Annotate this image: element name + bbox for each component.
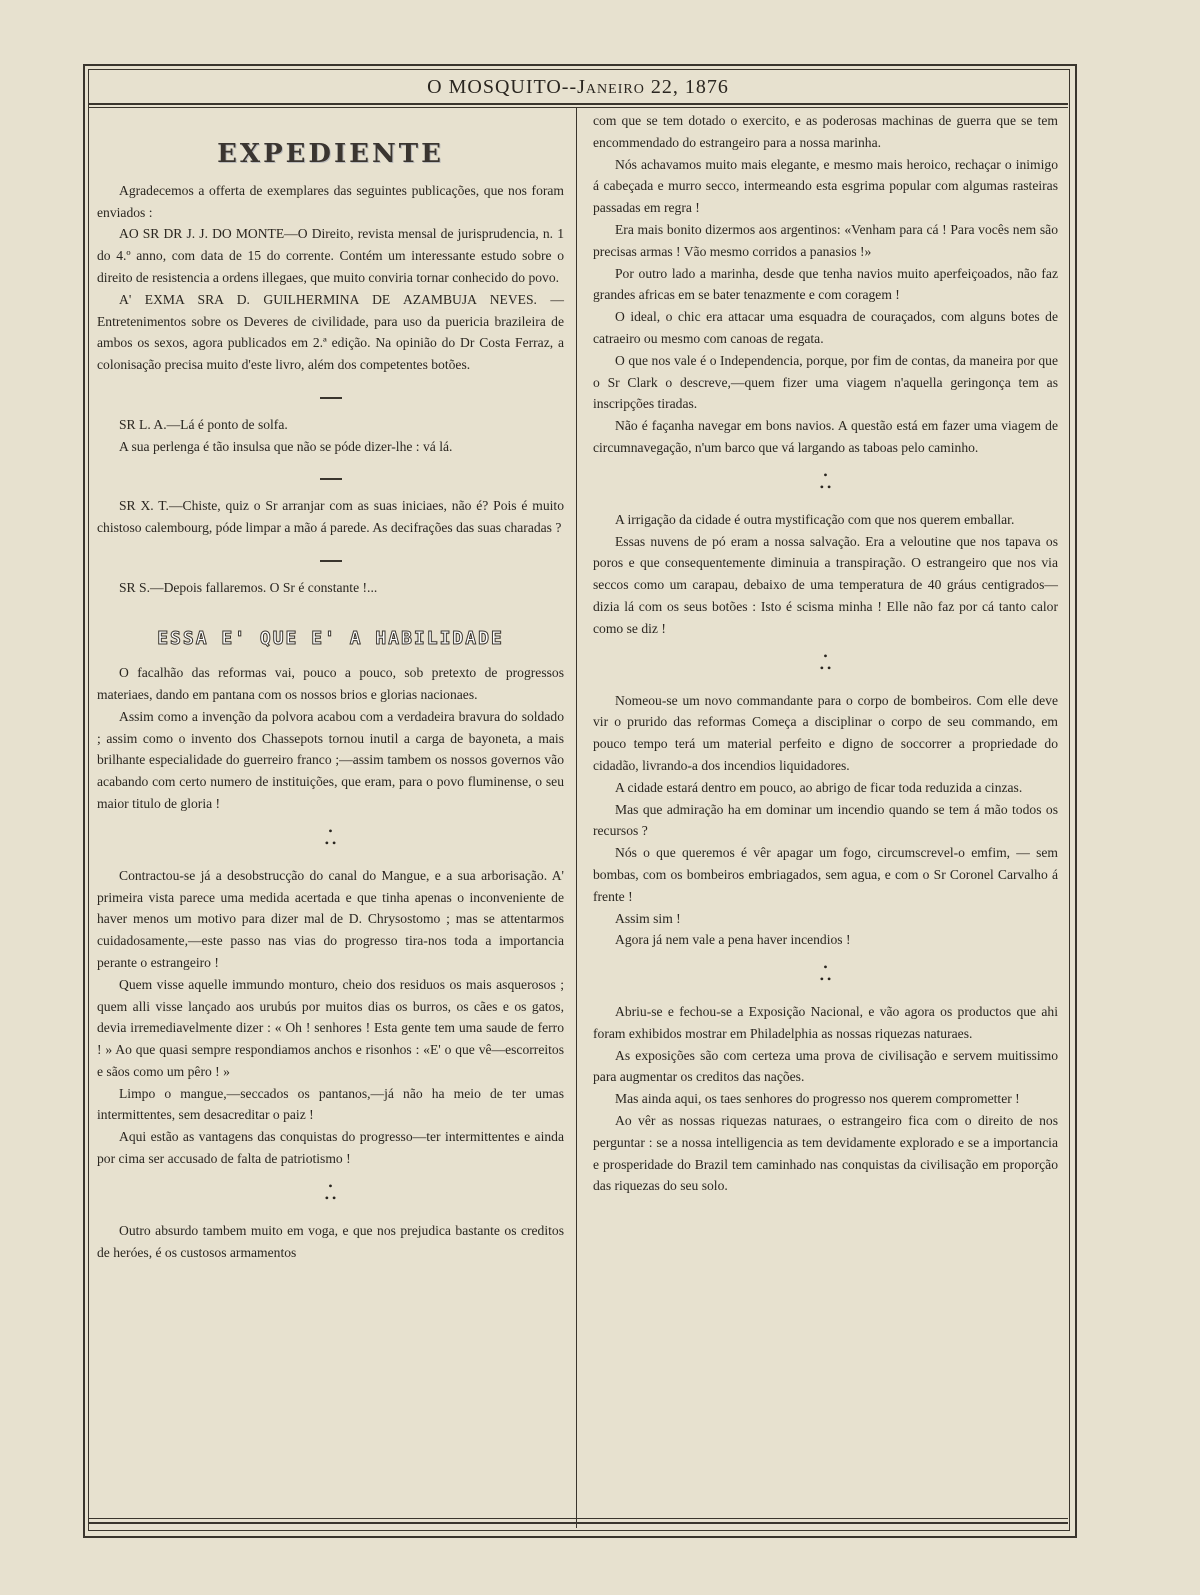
masthead-title: O MOSQUITO--: [427, 76, 578, 98]
paragraph: Ao vêr as nossas riquezas naturaes, o estrangeiro fica com o direito de nos perguntar : se a nossa intelligencia as tem devidamente explorado e se a importancia e prosperidade do Brazil tem caminhado nas conquistas da civilisação em proporção das riquezas do seu solo.: [593, 1113, 1058, 1194]
expediente-heading: EXPEDIENTE: [217, 139, 444, 169]
right-column: [593, 110, 1058, 1197]
separator-dash: [97, 547, 564, 569]
separator-dash: [97, 384, 564, 406]
paragraph: Mas ainda aqui, os taes senhores do progresso nos querem comprometter !: [615, 1091, 1020, 1107]
asterism-separator: • • •: [819, 960, 832, 987]
paragraph: Não é façanha navegar em bons navios. A questão está em fazer uma viagem de circumnavegação, n'um barco que vá largando as taboas pelo caminho.: [593, 418, 1058, 455]
header-rule: [88, 103, 1068, 105]
asterism-separator: • • •: [819, 648, 832, 675]
paragraph: O facalhão das reformas vai, pouco a pouco, sob pretexto de progressos materiaes, dando em pantana com os nossos brios e glorias nacionaes.: [97, 665, 564, 702]
paragraph: A irrigação da cidade é outra mystificação com que nos querem emballar.: [615, 511, 1015, 527]
paragraph: Contractou-se já a desobstrucção do canal do Mangue, e a sua arborisação. A' primeira vista parece uma medida acertada e que tinha apenas o inconveniente de haver menos um motivo para dizer mal de D. Chrysostomo ; mas se attentarmos cuidadosamente,—este passo nas vias do progresso tira-nos toda a importancia perante o estrangeiro !: [97, 867, 564, 970]
separator-dash: [97, 465, 564, 487]
footer-rule: [88, 1518, 1068, 1519]
masthead-month: Janeiro: [577, 76, 645, 98]
paragraph: Limpo o mangue,—seccados os pantanos,—já não ha meio de ter umas intermittentes, sem desacreditar o paiz !: [97, 1085, 564, 1123]
asterism-separator: • • •: [819, 467, 832, 494]
footer-rule-thick: [88, 1522, 1068, 1524]
left-column: [97, 110, 564, 1263]
paragraph: AO SR DR J. J. DO MONTE—O Direito, revista mensal de jurisprudencia, n. 1 do 4.º anno, com data de 15 do corrente. Contém um interessante estudo sobre o direito de resistencia a ordens illegaes, que muito conviria tornar conhecido do povo.: [97, 226, 564, 285]
paragraph: O ideal, o chic era attacar uma esquadra de couraçados, com alguns botes de catraeiro ou mesmo com canoas de regata.: [593, 309, 1058, 346]
paragraph: As exposições são com certeza uma prova de civilisação e servem muitissimo para augmentar os creditos das nações.: [593, 1047, 1058, 1085]
paragraph: Era mais bonito dizermos aos argentinos: «Venham para cá ! Para vocês nem são precisas armas ! Vão mesmo corridos a panasios !»: [593, 221, 1058, 259]
paragraph: Outro absurdo tambem muito em voga, e que nos prejudica bastante os creditos de heróes, é os custosos armamentos: [97, 1222, 564, 1260]
column-divider: [576, 108, 577, 1528]
paragraph: A sua perlenga é tão insulsa que não se póde dizer-lhe : vá lá.: [119, 438, 453, 454]
paragraph: O que nos vale é o Independencia, porque, por fim de contas, da maneira por que o Sr Clark o descreve,—quem fizer uma viagem n'aquella geringonça tem as inscripções tiradas.: [593, 352, 1058, 412]
paragraph: SR X. T.—Chiste, quiz o Sr arranjar com as suas iniciaes, não é? Pois é muito chistoso calembourg, póde limpar a mão á parede. As decifrações das suas charadas ?: [97, 498, 564, 535]
paragraph: A' EXMA SRA D. GUILHERMINA DE AZAMBUJA NEVES. —Entretenimentos sobre os Deveres de civilidade, para uso da puericia brazileira de ambos os sexos, agora publicados em 2.ª edição. Na opinião do Dr Costa Ferraz, a colonisação precisa muito d'este livro, além dos competentes botões.: [97, 291, 564, 373]
header-rule-thin: [88, 107, 1068, 108]
paragraph: SR S.—Depois fallaremos. O Sr é constante !...: [119, 579, 378, 595]
paragraph: Agora já nem vale a pena haver incendios !: [615, 932, 851, 948]
section-heading: ESSA E' QUE E' A HABILIDADE: [157, 628, 504, 650]
asterism-separator: • • •: [324, 1178, 337, 1205]
masthead-date: 22, 1876: [650, 76, 729, 98]
paragraph: Nós achavamos muito mais elegante, e mesmo mais heroico, rechaçar o inimigo á cabeçada e murro secco, intermeando esta esgrima popular com algumas rasteiras passadas em regra !: [593, 156, 1058, 216]
paragraph: Aqui estão as vantagens das conquistas do progresso—ter intermittentes e ainda por cima ser accusado de falta de patriotismo !: [97, 1129, 564, 1167]
paragraph: Agradecemos a offerta de exemplares das seguintes publicações, que nos foram enviados :: [97, 182, 564, 220]
paragraph: Assim sim !: [615, 910, 681, 926]
paragraph: com que se tem dotado o exercito, e as poderosas machinas de guerra que se tem encommendado do estrangeiro para a nossa marinha.: [593, 113, 1058, 150]
paragraph: Nomeou-se um novo commandante para o corpo de bombeiros. Com elle deve vir o prurido das reformas Começa a disciplinar o corpo de seu commando, em pouco tempo terá um material perfeito e digno de soccorrer a propriedade do cidadão, livrando-a dos incendios liquidadores.: [593, 692, 1058, 773]
paragraph: A cidade estará dentro em pouco, ao abrigo de ficar toda reduzida a cinzas.: [615, 779, 1023, 795]
masthead: [88, 72, 1068, 102]
paragraph: Abriu-se e fechou-se a Exposição Nacional, e vão agora os productos que ahi foram exhibidos mostrar em Philadelphia as nossas riquezas naturaes.: [593, 1004, 1058, 1041]
paragraph: Essas nuvens de pó eram a nossa salvação. Era a veloutine que nos tapava os poros e que consequentemente diminuia a transpiração. O estrangeiro que nos via seccos como um carapau, debaixo de uma temperatura de 40 gráus centigrados—dizia lá com os seus botões : Isto é scisma minha ! Elle não faz por cá tanto calor como se diz !: [593, 533, 1058, 636]
asterism-separator: • • •: [324, 823, 337, 850]
paragraph: Quem visse aquelle immundo monturo, cheio dos residuos os mais asquerosos ; quem alli visse lançado aos urubús por muitos dias os burros, os cães e os gatos, devia irremediavelmente dizer : « Oh ! senhores ! Esta gente tem uma saude de ferro ! » Ao que quasi sempre respondiamos anchos e risonhos : «E' o que vê—escorreitos e sãos como um pêro ! »: [97, 976, 564, 1079]
paragraph: Assim como a invenção da polvora acabou com a verdadeira bravura do soldado ; assim como o invento dos Chassepots tornou inutil a carga de bayoneta, a mais brilhante especialidade do guerreiro franco ;—assim tambem os nossos governos vão acabando com certo numero de instituições, que eram, para o povo fluminense, o seu maior titulo de gloria !: [97, 708, 564, 811]
paragraph: Por outro lado a marinha, desde que tenha navios muito aperfeiçoados, não faz grandes africas em se bater tenazmente e com coragem !: [593, 265, 1058, 303]
paragraph: Nós o que queremos é vêr apagar um fogo, circumscrevel-o emfim, — sem bombas, com os bombeiros embriagados, sem agua, e com o Sr Coronel Carvalho á frente !: [593, 845, 1058, 904]
paragraph: Mas que admiração ha em dominar um incendio quando se tem á mão todos os recursos ?: [593, 801, 1058, 839]
paragraph: SR L. A.—Lá é ponto de solfa.: [119, 416, 288, 432]
